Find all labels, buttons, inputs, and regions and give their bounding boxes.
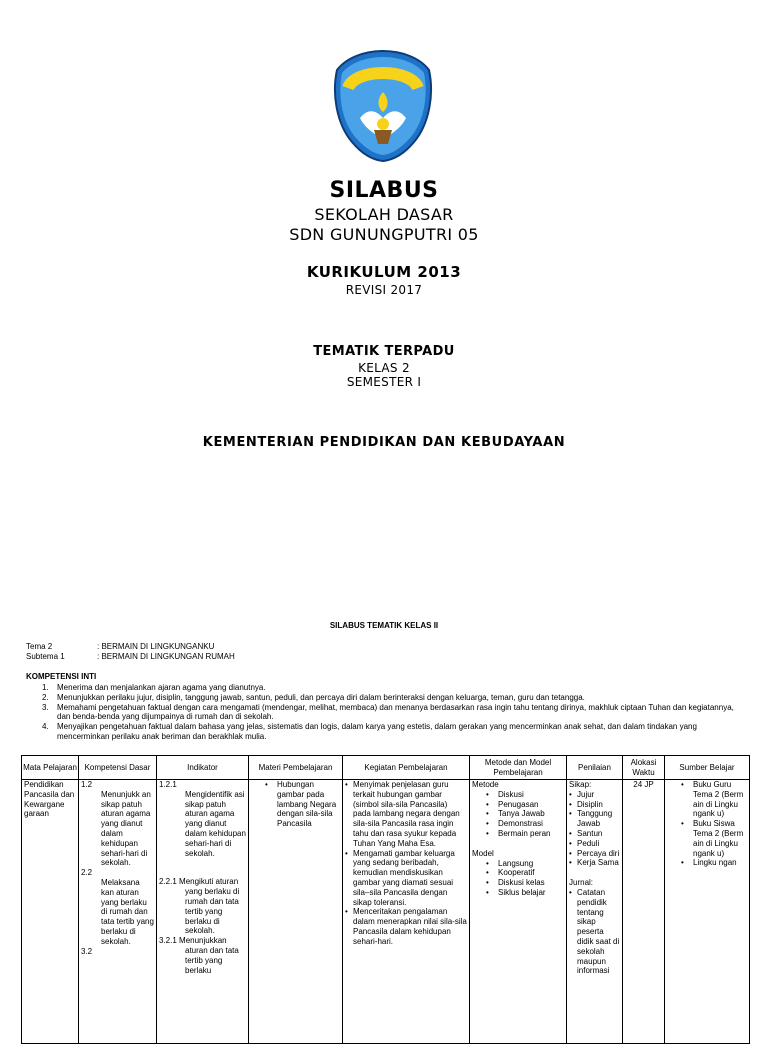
ki-heading: KOMPETENSI INTI <box>26 672 97 681</box>
method-item: • Diskusi <box>472 790 564 800</box>
method-cell <box>470 780 567 1044</box>
header-cell: Kompetensi Dasar <box>79 756 157 780</box>
ki-num: 4. <box>42 722 49 732</box>
ki-text: Memahami pengetahuan faktual dengan cara mengamati (mendengar, melihat, membaca) dan menanya berdasarkan rasa ingin tahu tentang dirinya, makhluk ciptaan Tuhan dan kegiatannya, dan benda-benda yang dijumpainya di rumah dan di sekolah. <box>57 702 734 722</box>
assessment-cell <box>567 780 623 1044</box>
assessment-item: • Peduli <box>569 839 620 849</box>
tut-wuri-handayani-logo <box>330 48 436 163</box>
model-list <box>472 859 564 898</box>
source-list <box>667 780 747 868</box>
indicator-num: 1.2.1 <box>159 780 177 789</box>
ki-item <box>26 722 748 742</box>
subtema-value: : BERMAIN DI LINGKUNGAN RUMAH <box>97 652 235 661</box>
model-label: Model <box>472 848 494 858</box>
method-item: • Demonstrasi <box>472 819 564 829</box>
indicator-text: Menunjukkan aturan dan tata tertib yang berlaku <box>179 936 239 975</box>
subtema-line <box>26 652 235 662</box>
indicator-item <box>159 877 246 936</box>
assessment-jurnal-label: Jurnal: <box>569 878 594 888</box>
model-item: • Kooperatif <box>472 868 564 878</box>
cover-theme-type: TEMATIK TERPADU <box>313 344 455 359</box>
syllabus-table <box>21 755 750 1044</box>
material-cell <box>249 780 343 1044</box>
header-cell: Indikator <box>157 756 249 780</box>
subtema-label: Subtema 1 <box>26 652 65 661</box>
indicator-cell <box>157 780 249 1044</box>
activity-item: • Mengamati gambar keluarga yang sedang beribadah, kemudian mendiskusikan gambar yang diamati sesuai sila–sila Pancasila dengan sikap toleransi. <box>345 849 467 908</box>
indicator-text: Mengikuti aturan yang berlaku di rumah dan tata tertib yang berlaku di sekolah. <box>179 877 240 936</box>
kd-text: Melaksana kan aturan yang berlaku di rumah dan tata tertib yang berlaku di sekolah. <box>101 877 154 946</box>
method-list <box>472 790 564 839</box>
header-cell: Alokasi Waktu <box>623 756 665 780</box>
assessment-sikap-label: Sikap: <box>569 780 592 789</box>
cover-title: SILABUS <box>329 178 439 203</box>
cover-curriculum: KURIKULUM 2013 <box>306 263 462 281</box>
ki-text: Menerima dan menjalankan ajaran agama yang dianutnya. <box>57 683 266 692</box>
ki-text: Menunjukkan perilaku jujur, disiplin, tanggung jawab, santun, peduli, dan percaya diri dalam berinteraksi dengan keluarga, teman, guru dan tetangga. <box>57 692 585 702</box>
assessment-item: • Tanggung Jawab <box>569 809 620 829</box>
kd-num: 2.2 <box>81 868 93 878</box>
kd-text: Menunjukk an sikap patuh aturan agama yang dianut dalam kehidupan sehari-hari di sekolah. <box>101 789 151 868</box>
tema-value: : BERMAIN DI LINGKUNGANKU <box>97 642 215 651</box>
assessment-item: • Catatan pendidik tentang sikap peserta didik saat di sekolah maupun informasi <box>569 888 620 976</box>
header-cell: Metode dan Model Pembelajaran <box>470 756 567 780</box>
header-cell: Kegiatan Pembelajaran <box>343 756 470 780</box>
ki-item <box>26 703 748 723</box>
method-item: • Penugasan <box>472 800 564 810</box>
activity-list <box>345 780 467 947</box>
cover-revision: REVISI 2017 <box>345 283 423 297</box>
ki-list <box>26 683 748 742</box>
model-item: • Langsung <box>472 859 564 869</box>
assessment-item: • Jujur <box>569 790 620 800</box>
syllabus-title: SILABUS TEMATIK KELAS II <box>329 621 439 630</box>
activity-cell <box>343 780 470 1044</box>
assessment-item: • Santun <box>569 829 620 839</box>
header-cell: Sumber Belajar <box>665 756 750 780</box>
source-item: • Buku Siswa Tema 2 (Berm ain di Lingku ngank u) <box>667 819 747 858</box>
indicator-num: 2.2.1 <box>159 877 177 887</box>
source-cell <box>665 780 750 1044</box>
time-cell: 24 JP <box>623 780 665 1044</box>
method-item: • Bermain peran <box>472 829 564 839</box>
indicator-text: Mengidentifik asi sikap patuh aturan agama yang dianut dalam kehidupan sehari-hari di sekolah. <box>185 789 246 858</box>
material-list <box>251 780 340 829</box>
indicator-num: 3.2.1 <box>159 936 177 946</box>
cover-ministry: KEMENTERIAN PENDIDIKAN DAN KEBUDAYAAN <box>202 435 566 450</box>
header-cell: Materi Pembelajaran <box>249 756 343 780</box>
assessment-item: • Kerja Sama <box>569 858 620 868</box>
header-cell: Penilaian <box>567 756 623 780</box>
kd-cell <box>79 780 157 1044</box>
indicator-item <box>159 936 246 975</box>
model-item: • Siklus belajar <box>472 888 564 898</box>
ki-item <box>26 693 748 703</box>
method-label: Metode <box>472 780 499 789</box>
ki-text: Menyajikan pengetahuan faktual dalam bahasa yang jelas, sistematis dan logis, dalam karya yang estetis, dalam gerakan yang mencerminkan anak sehat, dan dalam tindakan yang mencerminkan perilaku anak beriman dan berakhlak mulia. <box>57 722 697 741</box>
kd-num: 3.2 <box>81 946 93 956</box>
activity-item: • Menyimak penjelasan guru terkait hubungan gambar (simbol sila-sila Pancasila) pada lambang negara dengan sila-sila Pancasila rasa ingin tahu dan rasa syukur kepada Tuhan Yang Maha Esa. <box>345 780 467 849</box>
cover-class: KELAS 2 <box>358 361 410 375</box>
ki-num: 2. <box>42 692 49 702</box>
kd-num: 1.2 <box>81 780 93 789</box>
cover-semester: SEMESTER I <box>346 375 422 389</box>
subject-cell: Pendidikan Pancasila dan Kewargane garaan <box>22 780 79 1044</box>
table-row <box>22 780 750 1044</box>
table-header-row <box>22 756 750 780</box>
cover-school-name: SDN GUNUNGPUTRI 05 <box>289 225 479 244</box>
activity-item: • Menceritakan pengalaman dalam menerapkan nilai sila-sila Pancasila dalam kehidupan sehari-hari. <box>345 907 467 946</box>
method-item: • Tanya Jawab <box>472 809 564 819</box>
source-item: • Buku Guru Tema 2 (Berm ain di Lingku ngank u) <box>667 780 747 819</box>
header-cell: Mata Pelajaran <box>22 756 79 780</box>
material-item: • Hubungan gambar pada lambang Negara dengan sila-sila Pancasila <box>251 780 340 829</box>
ki-num: 1. <box>42 683 49 692</box>
tema-label: Tema 2 <box>26 642 53 651</box>
ki-item <box>26 683 748 693</box>
assessment-item: • Percaya diri <box>569 849 620 859</box>
assessment-sikap-list <box>569 790 620 868</box>
model-item: • Diskusi kelas <box>472 878 564 888</box>
ki-num: 3. <box>42 702 49 712</box>
assessment-item: • Disiplin <box>569 800 620 810</box>
tema-line <box>26 642 214 652</box>
source-item: • Lingku ngan <box>667 858 747 868</box>
cover-school-level: SEKOLAH DASAR <box>314 205 454 224</box>
assessment-jurnal-list <box>569 888 620 976</box>
